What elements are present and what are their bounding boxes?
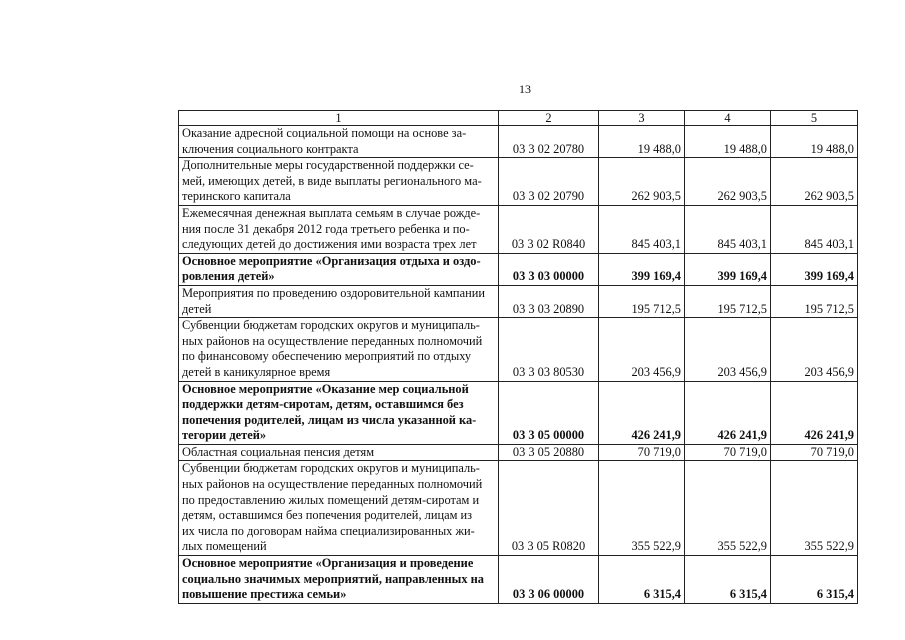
table-row [179,381,858,444]
row-amount-col4: 262 903,5 [685,158,771,206]
row-amount-col4: 70 719,0 [685,444,771,461]
row-budget-code: 03 3 03 80530 [499,318,599,381]
row-amount-col5: 70 719,0 [771,444,858,461]
row-description: Основное мероприятие «Организация и проведение социально значимых мероприятий, направленных на повышение престижа семьи» [179,556,499,604]
row-budget-code: 03 3 02 20780 [499,126,599,158]
row-amount-col3: 19 488,0 [599,126,685,158]
budget-table [178,110,858,604]
row-amount-col5: 262 903,5 [771,158,858,206]
table-row [179,461,858,556]
table-row [179,444,858,461]
page-number: 13 [519,82,531,96]
header-cell-2: 2 [499,111,599,126]
row-description: Субвенции бюджетам городских округов и муниципаль- ных районов на осуществление переданных полномочий по финансовому обеспечению мероприятий по отдыху детей в каникулярное время [179,318,499,381]
row-amount-col3: 399 169,4 [599,253,685,285]
row-amount-col4: 399 169,4 [685,253,771,285]
row-description: Субвенции бюджетам городских округов и муниципаль- ных районов на осуществление переданных полномочий по предоставлению жилых помещений детям-сиротам и детям, оставшимся без попечения родителей, лицам из их числа по договорам найма специализированных жи- лых помещений [179,461,499,556]
row-amount-col5: 6 315,4 [771,556,858,604]
row-budget-code: 03 3 06 00000 [499,556,599,604]
row-budget-code: 03 3 03 20890 [499,285,599,317]
table-row [179,158,858,206]
row-amount-col5: 19 488,0 [771,126,858,158]
row-amount-col5: 399 169,4 [771,253,858,285]
row-amount-col3: 195 712,5 [599,285,685,317]
row-budget-code: 03 3 03 00000 [499,253,599,285]
row-amount-col3: 845 403,1 [599,205,685,253]
table-row [179,126,858,158]
row-description: Ежемесячная денежная выплата семьям в случае рожде- ния после 31 декабря 2012 года третьего ребенка и по- следующих детей до достижения ими возраста трех лет [179,205,499,253]
row-amount-col4: 355 522,9 [685,461,771,556]
row-amount-col3: 426 241,9 [599,381,685,444]
row-description: Основное мероприятие «Организация отдыха и оздо- ровления детей» [179,253,499,285]
row-description: Мероприятия по проведению оздоровительной кампании детей [179,285,499,317]
row-amount-col4: 845 403,1 [685,205,771,253]
table-row [179,285,858,317]
row-amount-col4: 195 712,5 [685,285,771,317]
row-amount-col3: 355 522,9 [599,461,685,556]
row-amount-col5: 203 456,9 [771,318,858,381]
row-budget-code: 03 3 02 20790 [499,158,599,206]
table-body [179,111,858,604]
row-amount-col5: 195 712,5 [771,285,858,317]
row-amount-col5: 355 522,9 [771,461,858,556]
table-header-row [179,111,858,126]
row-amount-col4: 6 315,4 [685,556,771,604]
row-amount-col4: 426 241,9 [685,381,771,444]
row-amount-col5: 426 241,9 [771,381,858,444]
row-budget-code: 03 3 05 R0820 [499,461,599,556]
row-description: Основное мероприятие «Оказание мер социальной поддержки детям-сиротам, детям, оставшимся без попечения родителей, лицам из числа указанной ка- тегории детей» [179,381,499,444]
header-cell-4: 4 [685,111,771,126]
row-amount-col3: 262 903,5 [599,158,685,206]
row-amount-col3: 70 719,0 [599,444,685,461]
row-description: Областная социальная пенсия детям [179,444,499,461]
header-cell-1: 1 [179,111,499,126]
table-row [179,556,858,604]
table-row [179,253,858,285]
row-amount-col3: 6 315,4 [599,556,685,604]
table-row [179,205,858,253]
row-amount-col5: 845 403,1 [771,205,858,253]
row-amount-col4: 203 456,9 [685,318,771,381]
header-cell-5: 5 [771,111,858,126]
row-budget-code: 03 3 02 R0840 [499,205,599,253]
row-amount-col4: 19 488,0 [685,126,771,158]
row-budget-code: 03 3 05 00000 [499,381,599,444]
row-amount-col3: 203 456,9 [599,318,685,381]
row-description: Дополнительные меры государственной поддержки се- мей, имеющих детей, в виде выплаты регионального ма- теринского капитала [179,158,499,206]
header-cell-3: 3 [599,111,685,126]
table-row [179,318,858,381]
row-budget-code: 03 3 05 20880 [499,444,599,461]
row-description: Оказание адресной социальной помощи на основе за- ключения социального контракта [179,126,499,158]
